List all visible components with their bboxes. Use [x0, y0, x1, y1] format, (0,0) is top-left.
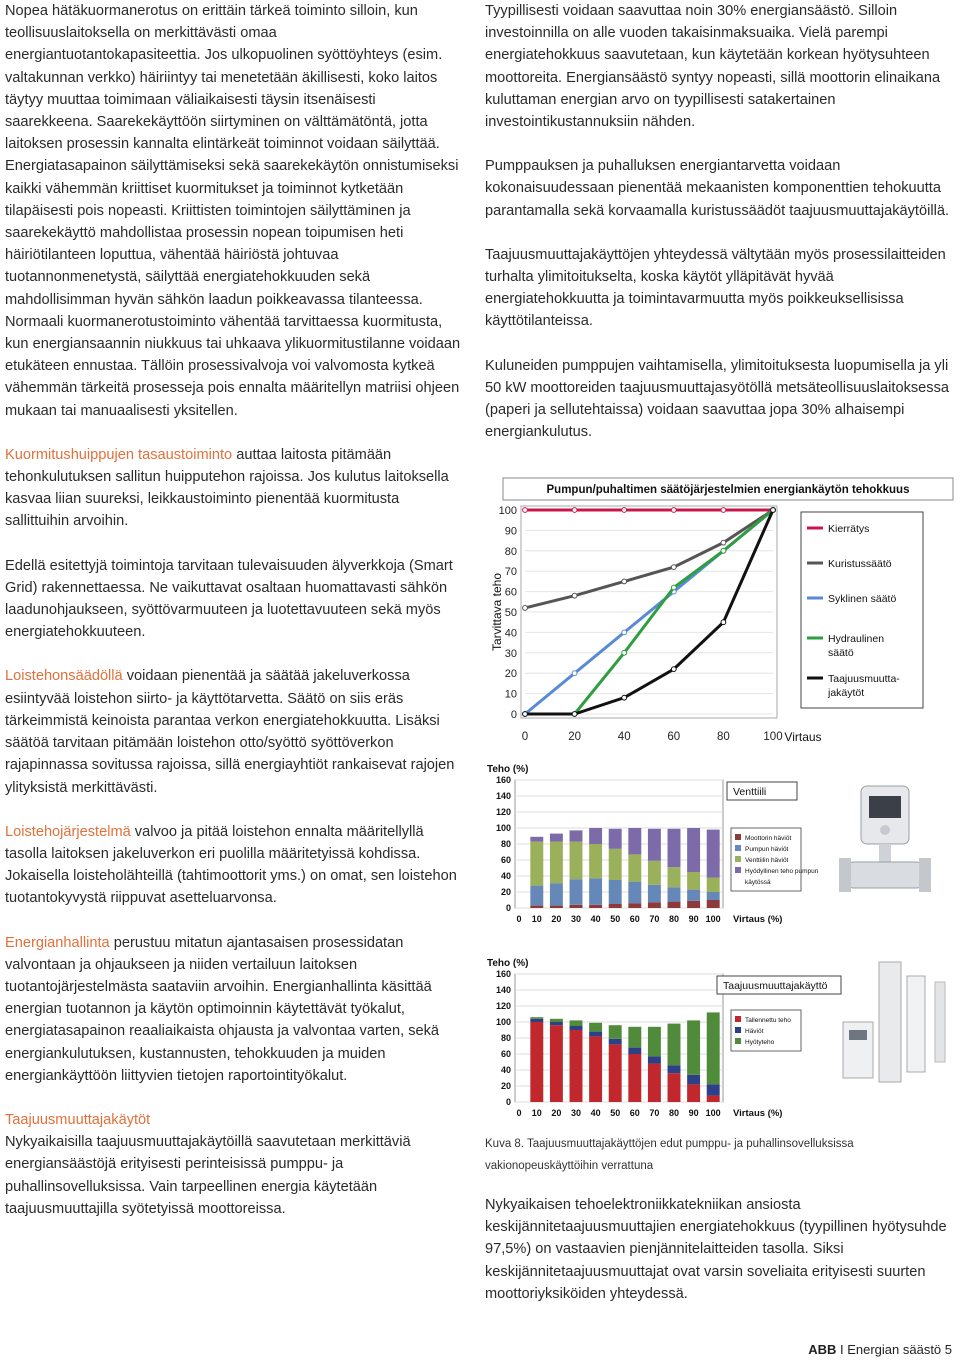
- chart3-bar-segment: [570, 1030, 583, 1102]
- chart1-y-tick-label: 30: [504, 647, 517, 660]
- chart1-data-point: [622, 579, 627, 584]
- chart3-x-axis-label: Virtaus (%): [733, 1108, 783, 1119]
- chart3-bar-segment: [609, 1039, 622, 1045]
- chart1-y-tick-label: 20: [504, 668, 517, 681]
- chart3-y-tick-label: 100: [495, 1017, 511, 1027]
- paragraph-medium-voltage: Nykyaikaisen tehoelektroniikkatekniikan ansiosta keskijännitetaajuusmuuttajien energiatehokkuus (tyypillinen hyötysuhde 97,5%) on vastaavien pienjännitelaitteiden tasolla. Siksi keskijännitetaajuusmuuttajat ovat varsin soveliaita erityisesti suurten moottoriyksiköiden yhteydessä.: [485, 1197, 947, 1302]
- chart2-bar-segment: [628, 828, 641, 854]
- chart3-legend-swatch: [735, 1027, 741, 1033]
- chart3-bar-segment: [687, 1084, 700, 1102]
- chart2-bar-segment: [589, 905, 602, 908]
- chart3-x-tick-label: 80: [668, 1108, 680, 1118]
- page-footer: ABB I Energian säästö 5: [808, 1342, 952, 1357]
- chart1-data-point: [622, 695, 627, 700]
- chart2-x-tick-label: 10: [531, 914, 542, 924]
- chart2-y-axis-label: Teho (%): [487, 764, 529, 775]
- chart3-title: Taajuusmuuttajakäyttö: [723, 980, 828, 992]
- chart1-data-point: [622, 630, 627, 635]
- chart1-legend-label: Kierrätys: [828, 523, 870, 535]
- chart1-y-tick-label: 10: [504, 688, 517, 701]
- chart3-legend-swatch: [735, 1016, 741, 1022]
- chart3-bar-segment: [628, 1048, 641, 1054]
- paragraph-oversizing: Taajuusmuuttajakäyttöjen yhteydessä vältytään myös prosessilaitteiden turhalta ylimitoitukselta, koska käytöt ylläpitävät hyvää energiatehokkuutta ja toimintavarmuutta myös poikkeuksellisissa käyttötilanteissa.: [485, 246, 946, 330]
- chart2-bar-segment: [648, 861, 661, 885]
- chart3-bar-segment: [687, 1075, 700, 1085]
- chart3-y-tick-label: 0: [505, 1097, 511, 1107]
- chart2-bar-segment: [648, 829, 661, 861]
- chart2-bar-segment: [609, 904, 622, 908]
- chart2-bar-segment: [530, 842, 543, 886]
- chart3-y-tick-label: 80: [500, 1033, 511, 1043]
- chart2-bar-segment: [687, 872, 700, 890]
- chart3-bar-segment: [668, 1073, 681, 1102]
- chart3-y-tick-label: 60: [500, 1049, 511, 1059]
- chart3-bar-segment: [550, 1025, 563, 1102]
- chart3-bar-segment: [609, 1025, 622, 1039]
- term-reactive-power-system: Loistehojärjestelmä: [5, 823, 131, 840]
- chart2-y-tick-label: 60: [500, 855, 511, 865]
- chart1-y-tick-label: 40: [504, 627, 517, 640]
- chart3-y-tick-label: 160: [495, 969, 511, 979]
- chart3-bar-segment: [707, 1012, 720, 1084]
- chart2-x-axis-label: Virtaus (%): [733, 914, 783, 925]
- chart2-y-tick-label: 140: [495, 791, 511, 801]
- chart2-bar-segment: [628, 882, 641, 904]
- chart1-data-point: [572, 712, 577, 717]
- chart2-bar-segment: [589, 878, 602, 904]
- chart1-x-tick-label: 80: [717, 731, 730, 743]
- chart3-y-tick-label: 20: [500, 1081, 511, 1091]
- paragraph-peak-shaving: Kuormitushuippujen tasaustoiminto auttaa laitosta pitämään tehonkulutuksen sallitun huipputehon rajoissa. Jos kulutus laitoksella kasvaa liian suureksi, leikkaustoiminto pienentää kuormitusta sallittuihin arvoihin.: [5, 446, 449, 530]
- paragraph-forest-industry: Kuluneiden pumppujen vaihtamisella, ylimitoituksesta luopumisella ja yli 50 kW moottoreiden taajuusmuuttajasyötöllä metsäteollisuuslaitoksessa (paperi ja sellutehtaissa) voidaan saavuttaa jopa 30% alhaisempi energiankulutus.: [485, 357, 949, 441]
- chart1-data-point: [523, 712, 528, 717]
- chart2-x-tick-label: 90: [688, 914, 699, 924]
- section-heading-frequency-drives: Taajuusmuuttajakäytöt: [5, 1111, 151, 1128]
- chart2-bar-segment: [589, 828, 602, 844]
- chart1-data-point: [771, 508, 776, 513]
- chart2-bar-segment: [550, 906, 563, 908]
- chart3-y-tick-label: 40: [500, 1065, 511, 1075]
- chart2-legend-label: käytössä: [745, 879, 771, 886]
- chart1-legend-label: Kuristussäätö: [828, 558, 892, 570]
- term-reactive-power-control: Loistehonsäädöllä: [5, 668, 123, 685]
- chart2-x-origin-label: 0: [516, 914, 522, 924]
- paragraph-island-mode: Nopea hätäkuormanerotus on erittäin tärkeä toiminto silloin, kun teollisuuslaitoksella on merkittävästi omaa energiantuotantokapasiteettia. Jos ulkopuolinen syöttöyhteys (esim. valtakunnan verkko) häiriintyy tai menetetään äkillisesti, koko laitos täytyy muuttaa toimimaan väliaikaisesti täysin itsenäisesti saarekkeena. Saarekekäyttöön siirtyminen on välttämätöntä, jotta laitoksen prosessin kannalta elintärkeät toiminnot voidaan säilyttää. Energiatasapainon säilyttämiseksi sekä saarekekäytön onnistumiseksi kaikki vähemmän kriittiset kuormitukset ja toiminnot kytketään tilapäisesti pois nopeasti. Kriittisten toimintojen säilyttäminen ja saarekekäyttö mahdollistaa prosessin nopean toipumisen heti häiriötilanteen loputtua, vähentää häiriöstä johtuvaa tuotannonmenetystä, säilyttää energiatehokkuuden sekä mahdollisimman hyvän sähkön laadun poikkeavassa tilanteessa. Normaali kuormanerotustoiminto vähentää tarvittaessa kuormitusta, kun energiansaannin niukkuus tai uhkaava ylikuormitustilanne voidaan etukäteen ennustaa. Tällöin prosessivalvoja voi valvomosta kytkeä vähemmän tärkeitä prosesseja pois ennalta määritellyn matriisi ohjeen mukaan tai manuaalisesti yksitellen.: [5, 3, 461, 419]
- chart2-bar-segment: [550, 883, 563, 905]
- chart2-bar-segment: [609, 829, 622, 849]
- chart1-data-point: [572, 671, 577, 676]
- paragraph-pumping: Pumppauksen ja puhalluksen energiantarvetta voidaan kokonaisuudessaan pienentää mekaanisten komponenttien tehokuutta parantamalla sekä korvaamalla kuristussäädöt taajuusmuuttajakäytöillä.: [485, 158, 949, 219]
- chart2-bar-segment: [668, 887, 681, 901]
- chart3-x-tick-label: 70: [649, 1108, 660, 1118]
- chart3-x-tick-label: 90: [688, 1108, 699, 1118]
- chart2-bar-segment: [668, 902, 681, 908]
- chart2-legend-swatch: [735, 867, 741, 873]
- paragraph-frequency-drives: Taajuusmuuttajakäytöt Nykyaikaisilla taajuusmuuttajakäytöillä saavutetaan merkittäviä energiansäästöjä erityisesti perinteisissä pumppu- ja puhallinsovelluksissa. Vain tarpeellinen energia käytetään taajuusmuuttajilla syötetyissä moottoreissa.: [5, 1109, 465, 1220]
- chart-valve-bars: [483, 758, 958, 943]
- chart3-bar-segment: [550, 1019, 563, 1022]
- chart2-bar-segment: [570, 905, 583, 908]
- chart2-bar-segment: [530, 886, 543, 906]
- chart3-bar-segment: [628, 1027, 641, 1048]
- chart1-data-point: [523, 508, 528, 513]
- chart1-data-point: [721, 620, 726, 625]
- paragraph-reactive-power-system: Loistehojärjestelmä valvoo ja pitää loistehon ennalta määritellyllä tasolla laitoksen jakeluverkon eri puolilla määritetyissä kohdissa. Jokaisella loisteholähteillä (tahtimoottorit yms.) on omat, sen loistehon tuotantokyvystä riippuvat asetteluarvonsa.: [5, 823, 457, 907]
- chart3-x-tick-label: 20: [551, 1108, 562, 1118]
- chart2-x-tick-label: 70: [649, 914, 660, 924]
- chart1-data-point: [721, 548, 726, 553]
- chart2-bar-segment: [628, 854, 641, 881]
- chart1-data-point: [721, 508, 726, 513]
- chart1-legend-label: jakäytöt: [828, 687, 865, 699]
- chart2-bar-segment: [550, 834, 563, 842]
- chart2-x-tick-label: 20: [551, 914, 562, 924]
- chart2-bar-segment: [668, 867, 681, 887]
- chart3-bar-segment: [648, 1027, 661, 1057]
- chart2-x-tick-label: 30: [570, 914, 582, 924]
- chart1-y-tick-label: 90: [504, 525, 517, 538]
- chart3-bar-segment: [589, 1036, 602, 1102]
- chart1-legend-label: Syklinen säätö: [828, 593, 897, 605]
- chart2-y-tick-label: 80: [500, 839, 511, 849]
- chart3-legend-label: Tallennettu teho: [745, 1017, 791, 1024]
- chart2-y-tick-label: 160: [495, 775, 511, 785]
- chart2-bar-segment: [668, 829, 681, 867]
- flow-meter-flange-icon: [839, 858, 851, 892]
- chart1-x-axis-label: Virtaus: [784, 730, 822, 744]
- chart1-y-tick-label: 80: [504, 545, 517, 558]
- chart3-y-tick-label: 140: [495, 985, 511, 995]
- footer-brand: ABB: [808, 1342, 837, 1357]
- chart3-x-tick-label: 40: [590, 1108, 601, 1118]
- chart1-data-point: [572, 593, 577, 598]
- chart2-bar-segment: [570, 879, 583, 905]
- chart2-y-tick-label: 20: [500, 887, 511, 897]
- chart3-bar-segment: [530, 1019, 543, 1022]
- chart2-bar-segment: [648, 885, 661, 903]
- flow-meter-display-icon: [869, 796, 901, 818]
- chart1-data-point: [572, 508, 577, 513]
- chart1-x-tick-label: 60: [667, 731, 681, 743]
- chart2-x-tick-label: 50: [610, 914, 621, 924]
- paragraph-reactive-power-control: Loistehonsäädöllä voidaan pienentää ja säätää jakeluverkossa esiintyvää loistehon siirto- ja käyttötarvetta. Säätö on siis eräs tärkeimmistä keinoista parantaa verkon energiatehokkuutta. Lisäksi säätöä tarvitaan pitämään loistehon otto/syöttö syöttöverkon rajapinnassa sovitussa rajoissa, sillä energiayhtiöt rankaisevat rajojen ylityksistä merkittävästi.: [5, 668, 455, 796]
- chart2-title: Venttiili: [733, 786, 767, 798]
- chart-vfd-bars: [483, 952, 958, 1137]
- chart3-x-tick-label: 60: [629, 1108, 640, 1118]
- chart3-x-tick-label: 100: [705, 1108, 721, 1118]
- chart3-bar-segment: [589, 1032, 602, 1037]
- chart2-x-tick-label: 80: [668, 914, 680, 924]
- footer-title: Energian säästö 5: [847, 1342, 952, 1357]
- chart2-bar-segment: [687, 828, 700, 872]
- left-column: [5, 0, 465, 1242]
- chart2-y-tick-label: 0: [505, 903, 511, 913]
- chart3-bar-segment: [570, 1020, 583, 1026]
- chart1-data-point: [671, 585, 676, 590]
- chart2-bar-segment: [530, 906, 543, 908]
- right-column-bottom: [485, 1194, 950, 1327]
- chart-efficiency-lines: [483, 476, 958, 761]
- chart2-bar-segment: [570, 830, 583, 841]
- figure-caption: Kuva 8. Taajuusmuuttajakäyttöjen edut pumppu- ja puhallinsovelluksissa vakionopeuskäyttöihin verrattuna: [485, 1138, 854, 1172]
- chart2-legend-label: Hyödyllinen teho pumpun: [745, 868, 819, 875]
- chart3-legend-swatch: [735, 1038, 741, 1044]
- chart1-data-point: [671, 565, 676, 570]
- chart3-bar-segment: [648, 1056, 661, 1063]
- chart2-bar-segment: [707, 830, 720, 878]
- chart2-bar-segment: [687, 890, 700, 901]
- chart1-data-point: [721, 540, 726, 545]
- chart3-bar-segment: [628, 1054, 641, 1102]
- chart3-bar-segment: [550, 1022, 563, 1025]
- chart1-y-tick-label: 50: [504, 607, 517, 619]
- chart3-bar-segment: [687, 1020, 700, 1074]
- chart2-y-tick-label: 120: [495, 807, 511, 817]
- chart1-y-axis-label: Tarvittava teho: [490, 572, 504, 652]
- chart3-bar-segment: [707, 1084, 720, 1095]
- paragraph-energy-management: Energianhallinta perustuu mitatun ajantasaisen prosessidatan valvontaan ja ohjaukseen ja niiden vertailuun laitoksen tuotantojärjestelmästa saataviin arvoihin. Energianhallinta käsittää energian tuotannon ja käytön optimoinnin käytettävät työkalut, energiatasapainon reaaliaikaista ohjausta ja valvontaa varten, sekä energiankulutuksen, kustannusten, tehokkuuden ja muiden energiankäyttöön liittyvien tietojen raportointityökalut.: [5, 934, 440, 1084]
- chart2-bar-segment: [687, 901, 700, 908]
- paragraph-savings: Tyypillisesti voidaan saavuttaa noin 30% energiansäästö. Silloin investoinnilla on alle vuoden takaisinmaksuaika. Vielä parempi energiatehokkuus saavutetaan, kun käytetään korkean hyötysuhteen moottoreita. Energiansäästö syntyy nopeasti, sillä moottorin elinaikana kuluttaman energian arvo on tyypillisesti satakertainen investointikustannuksiin nähden.: [485, 3, 941, 131]
- flow-meter-knob-icon: [880, 825, 890, 835]
- chart3-y-axis-label: Teho (%): [487, 958, 529, 969]
- chart2-legend-swatch: [735, 834, 741, 840]
- chart2-bar-segment: [707, 892, 720, 900]
- vfd-bar-chart-svg: [483, 952, 958, 1132]
- chart1-x-tick-label: 40: [617, 731, 631, 743]
- chart1-data-point: [671, 508, 676, 513]
- chart3-bar-segment: [589, 1023, 602, 1032]
- chart3-x-tick-label: 30: [570, 1108, 582, 1118]
- chart3-legend-label: Hyötyteho: [745, 1039, 775, 1046]
- term-peak-shaving: Kuormitushuippujen tasaustoiminto: [5, 446, 233, 463]
- chart2-bar-segment: [628, 903, 641, 908]
- valve-bar-chart-svg: [483, 758, 958, 938]
- chart3-x-tick-label: 50: [610, 1108, 621, 1118]
- chart2-bar-segment: [589, 844, 602, 878]
- drive-display-icon: [849, 1030, 867, 1040]
- chart1-data-point: [523, 606, 528, 611]
- chart3-bar-segment: [530, 1017, 543, 1019]
- chart1-data-point: [622, 508, 627, 513]
- chart3-bar-segment: [668, 1024, 681, 1066]
- chart2-bar-segment: [609, 880, 622, 904]
- chart2-x-tick-label: 100: [705, 914, 721, 924]
- chart1-x-tick-label: 100: [763, 731, 783, 743]
- chart2-bar-segment: [570, 842, 583, 880]
- chart2-y-tick-label: 100: [495, 823, 511, 833]
- chart2-legend-label: Moottorin häviöt: [745, 835, 792, 842]
- line-chart-svg: [483, 476, 958, 756]
- chart1-title: Pumpun/puhaltimen säätöjärjestelmien energiankäytön tehokkuus: [546, 484, 910, 496]
- chart3-bar-segment: [648, 1064, 661, 1102]
- chart3-bar-segment: [707, 1096, 720, 1102]
- chart1-legend-label: Taajuusmuutta-: [828, 673, 900, 685]
- chart3-bar-segment: [609, 1044, 622, 1102]
- chart2-y-tick-label: 40: [500, 871, 511, 881]
- chart2-bar-segment: [648, 902, 661, 908]
- chart2-legend-label: Pumpun häviöt: [745, 846, 789, 853]
- chart1-x-tick-label: 0: [521, 731, 529, 743]
- chart3-x-origin-label: 0: [516, 1108, 522, 1118]
- flow-meter-pipe-icon: [849, 862, 921, 888]
- chart1-legend-label: Hydraulinen: [828, 633, 885, 645]
- chart2-legend-swatch: [735, 845, 741, 851]
- chart3-x-tick-label: 10: [531, 1108, 542, 1118]
- chart2-bar-segment: [707, 878, 720, 892]
- flow-meter-flange-icon: [919, 858, 931, 892]
- drive-cabinet-icon: [935, 982, 945, 1062]
- chart2-bar-segment: [609, 849, 622, 880]
- chart2-x-tick-label: 40: [590, 914, 601, 924]
- chart2-x-tick-label: 60: [629, 914, 640, 924]
- chart3-bar-segment: [668, 1065, 681, 1073]
- chart1-y-tick-label: 100: [498, 505, 517, 517]
- chart3-bar-segment: [530, 1022, 543, 1102]
- chart3-bar-segment: [570, 1026, 583, 1030]
- drive-cabinet-icon: [879, 962, 901, 1082]
- chart1-y-tick-label: 70: [504, 566, 517, 579]
- chart2-bar-segment: [707, 900, 720, 908]
- chart1-y-tick-label: 0: [510, 709, 517, 721]
- chart2-bar-segment: [550, 842, 563, 884]
- chart2-legend-swatch: [735, 856, 741, 862]
- chart2-legend-label: Venttiilin häviöt: [745, 857, 789, 864]
- flow-meter-neck-icon: [879, 844, 891, 862]
- chart1-y-tick-label: 60: [504, 586, 517, 599]
- term-energy-management: Energianhallinta: [5, 934, 110, 951]
- drive-cabinet-icon: [907, 976, 925, 1072]
- chart1-data-point: [622, 650, 627, 655]
- right-column: [485, 0, 950, 465]
- chart1-data-point: [671, 667, 676, 672]
- paragraph-smart-grid: Edellä esitettyjä toimintoja tarvitaan tulevaisuuden älyverkkoja (Smart Grid) rakennettaessa. Ne vaikuttavat osaltaan huomattavasti sähkön laadunohjaukseen, syöttövarmuuteen ja luotettavuuteen sekä myös energiatehokkuuteen.: [5, 557, 453, 641]
- chart1-legend-label: säätö: [828, 647, 854, 659]
- chart2-bar-segment: [530, 837, 543, 842]
- chart3-y-tick-label: 120: [495, 1001, 511, 1011]
- chart3-legend-label: Häviöt: [745, 1028, 764, 1035]
- chart1-x-tick-label: 20: [568, 731, 581, 743]
